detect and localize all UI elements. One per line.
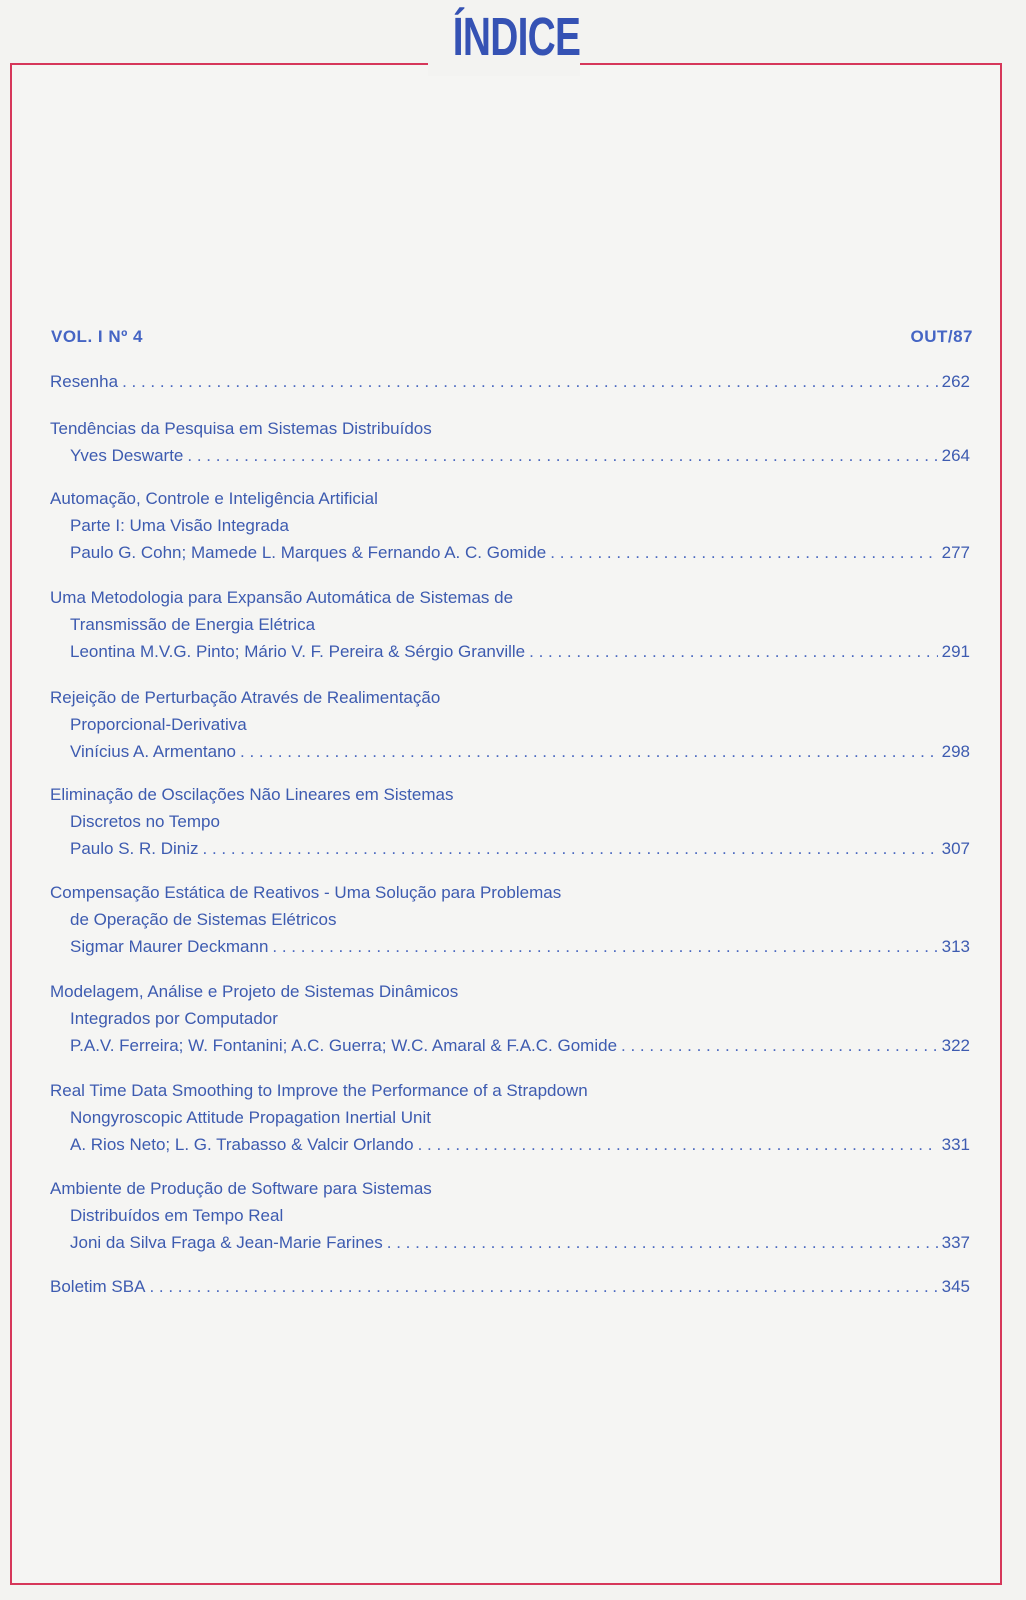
toc-entry-title — [50, 1273, 970, 1300]
toc-entry — [50, 1175, 970, 1256]
toc-entry-subtitle: Nongyroscopic Attitude Propagation Inertial Unit — [70, 1108, 431, 1127]
toc-entry-text: Sigmar Maurer Deckmann — [70, 937, 269, 956]
toc-entry-title: Real Time Data Smoothing to Improve the Performance of a Strapdown — [50, 1081, 588, 1100]
toc-entry-subtitle: Integrados por Computador — [70, 1009, 278, 1028]
dot-leader — [550, 539, 937, 566]
page-number: 313 — [941, 937, 970, 956]
toc-entry-title: Ambiente de Produção de Software para Sistemas — [50, 1179, 432, 1198]
toc-entry-text: Yves Deswarte — [70, 446, 184, 465]
page-number: 322 — [941, 1036, 970, 1055]
toc-entry-author-line — [50, 1229, 970, 1256]
page-number: 264 — [941, 446, 970, 465]
page-number: 277 — [941, 543, 970, 562]
page-number: 262 — [941, 372, 970, 391]
toc-entry-text: Leontina M.V.G. Pinto; Mário V. F. Pereira & Sérgio Granville — [70, 642, 526, 661]
toc-entry-subtitle: Proporcional-Derivativa — [70, 715, 247, 734]
dot-leader — [387, 1229, 938, 1256]
dot-leader — [621, 1032, 938, 1059]
issue-date: OUT/87 — [910, 327, 973, 346]
toc-entry — [50, 415, 970, 469]
toc-entry-title: Modelagem, Análise e Projeto de Sistemas Dinâmicos — [50, 982, 459, 1001]
toc-entry-author-line — [50, 933, 970, 960]
toc-entry-subtitle: Discretos no Tempo — [70, 812, 220, 831]
page-number: 298 — [941, 742, 970, 761]
toc-entry-title: Tendências da Pesquisa em Sistemas Distribuídos — [50, 419, 432, 438]
toc-entry — [50, 1273, 970, 1300]
toc-entry-subtitle: Parte I: Uma Visão Integrada — [70, 516, 289, 535]
dot-leader — [529, 638, 937, 665]
page-number: 331 — [941, 1135, 970, 1154]
toc-entry-subtitle: Transmissão de Energia Elétrica — [70, 615, 316, 634]
toc-entry-text: Joni da Silva Fraga & Jean-Marie Farines — [70, 1233, 383, 1252]
page-number: 291 — [941, 642, 970, 661]
toc-entry — [50, 684, 970, 765]
title-wrap — [428, 6, 580, 76]
dot-leader — [149, 1273, 937, 1300]
toc-entry-text: P.A.V. Ferreira; W. Fontanini; A.C. Guerra; W.C. Amaral & F.A.C. Gomide — [70, 1036, 618, 1055]
page-number: 307 — [941, 839, 970, 858]
toc-entry-title: Uma Metodologia para Expansão Automática de Sistemas de — [50, 588, 514, 607]
page-title: ÍNDICE — [452, 7, 581, 67]
toc-entry — [50, 978, 970, 1059]
dot-leader — [240, 738, 938, 765]
toc-entry-author-line — [50, 1032, 970, 1059]
toc-entry-subtitle: Distribuídos em Tempo Real — [70, 1206, 284, 1225]
toc-entry-title — [50, 368, 970, 395]
toc-entry-author-line — [50, 539, 970, 566]
toc-entry-text: Resenha — [50, 372, 119, 391]
toc-entry — [50, 879, 970, 960]
toc-entry-text: Vinícius A. Armentano — [70, 742, 237, 761]
dot-leader — [187, 442, 937, 469]
dot-leader — [418, 1131, 938, 1158]
dot-leader — [272, 933, 937, 960]
toc-entry — [50, 368, 970, 395]
page-number: 345 — [941, 1277, 970, 1296]
toc-entry-text: Paulo G. Cohn; Mamede L. Marques & Fernando A. C. Gomide — [70, 543, 547, 562]
toc-entry-author-line — [50, 738, 970, 765]
toc-entry-title: Eliminação de Oscilações Não Lineares em Sistemas — [50, 785, 454, 804]
toc-entry-text: Paulo S. R. Diniz — [70, 839, 199, 858]
toc-entry-title: Compensação Estática de Reativos - Uma Solução para Problemas — [50, 883, 562, 902]
volume-label: VOL. I Nº 4 — [51, 327, 144, 346]
dot-leader — [122, 368, 938, 395]
toc-entry — [50, 1077, 970, 1158]
toc-entry-author-line — [50, 442, 970, 469]
toc-entry-title: Rejeição de Perturbação Através de Realimentação — [50, 688, 441, 707]
toc-entry-author-line — [50, 835, 970, 862]
toc-entry — [50, 485, 970, 566]
toc-entry-text: A. Rios Neto; L. G. Trabasso & Valcir Orlando — [70, 1135, 414, 1154]
toc-entry-text: Boletim SBA — [50, 1277, 146, 1296]
toc-entry-title: Automação, Controle e Inteligência Artificial — [50, 489, 378, 508]
toc-entry-author-line — [50, 1131, 970, 1158]
toc-entry — [50, 584, 970, 665]
toc-entry — [50, 781, 970, 862]
page-number: 337 — [941, 1233, 970, 1252]
toc-entry-author-line — [50, 638, 970, 665]
dot-leader — [203, 835, 938, 862]
toc-entry-subtitle: de Operação de Sistemas Elétricos — [70, 910, 337, 929]
